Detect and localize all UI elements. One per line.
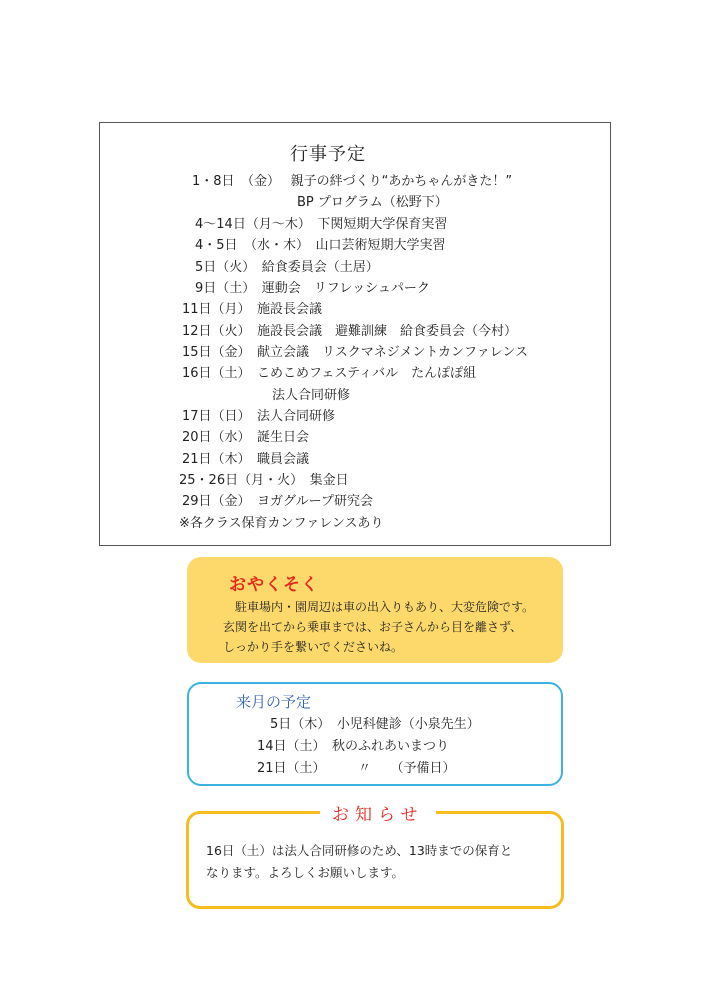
notice-box bbox=[186, 805, 564, 909]
promise-line: 駐車場内・園周辺は車の出入りもあり、大変危険です。 bbox=[223, 600, 535, 614]
next-month-line: 14日（土） 秋のふれあいまつり bbox=[257, 739, 450, 754]
promise-title: おやくそく bbox=[229, 575, 319, 595]
event-line: 25・26日（月・火） 集金日 bbox=[179, 473, 349, 488]
event-line: BP プログラム（松野下） bbox=[297, 195, 448, 210]
event-line: 12日（火） 施設長会議 避難訓練 給食委員会（今村） bbox=[182, 324, 518, 339]
notice-line: なります。よろしくお願いします。 bbox=[206, 865, 405, 880]
event-line: 11日（月） 施設長会議 bbox=[182, 302, 323, 317]
event-line: 21日（木） 職員会議 bbox=[182, 452, 310, 467]
event-line: 法人合同研修 bbox=[272, 388, 351, 403]
next-month-title: 来月の予定 bbox=[236, 693, 312, 711]
event-line: 15日（金） 献立会議 リスクマネジメントカンファレンス bbox=[182, 345, 529, 360]
next-month-line: 5日（木） 小児科健診（小泉先生） bbox=[270, 717, 480, 732]
event-line: 16日（土） こめこめフェスティバル たんぽぽ組 bbox=[182, 366, 477, 381]
event-line: 9日（土） 運動会 リフレッシュパーク bbox=[195, 281, 430, 296]
event-line: 29日（金） ヨガグループ研究会 bbox=[182, 494, 374, 509]
event-line: 5日（火） 給食委員会（土居） bbox=[195, 260, 379, 275]
notice-line: 16日（土）は法人合同研修のため、13時までの保育と bbox=[206, 843, 513, 858]
event-line: 20日（水） 誕生日会 bbox=[182, 430, 310, 445]
events-title: 行事予定 bbox=[290, 144, 366, 165]
promise-line: 玄関を出てから乗車までは、お子さんから目を離さず、 bbox=[223, 620, 523, 634]
event-line: 4～14日（月～木） 下関短期大学保育実習 bbox=[195, 217, 448, 232]
promise-box bbox=[187, 557, 563, 663]
events-schedule-box bbox=[99, 122, 611, 546]
promise-line: しっかり手を繋いでくださいね。 bbox=[223, 640, 404, 654]
event-line: 1・8日 （金） 親子の絆づくり“あかちゃんがきた！” bbox=[192, 174, 513, 189]
event-line: 17日（日） 法人合同研修 bbox=[182, 409, 336, 424]
next-month-line: 21日（土） 〃 （予備日） bbox=[257, 761, 456, 776]
notice-title: お知らせ bbox=[320, 800, 436, 825]
event-line: 4・5日 （水・木） 山口芸術短期大学実習 bbox=[195, 238, 446, 253]
next-month-box bbox=[187, 682, 563, 786]
event-note: ※各クラス保育カンファレンスあり bbox=[179, 516, 384, 531]
